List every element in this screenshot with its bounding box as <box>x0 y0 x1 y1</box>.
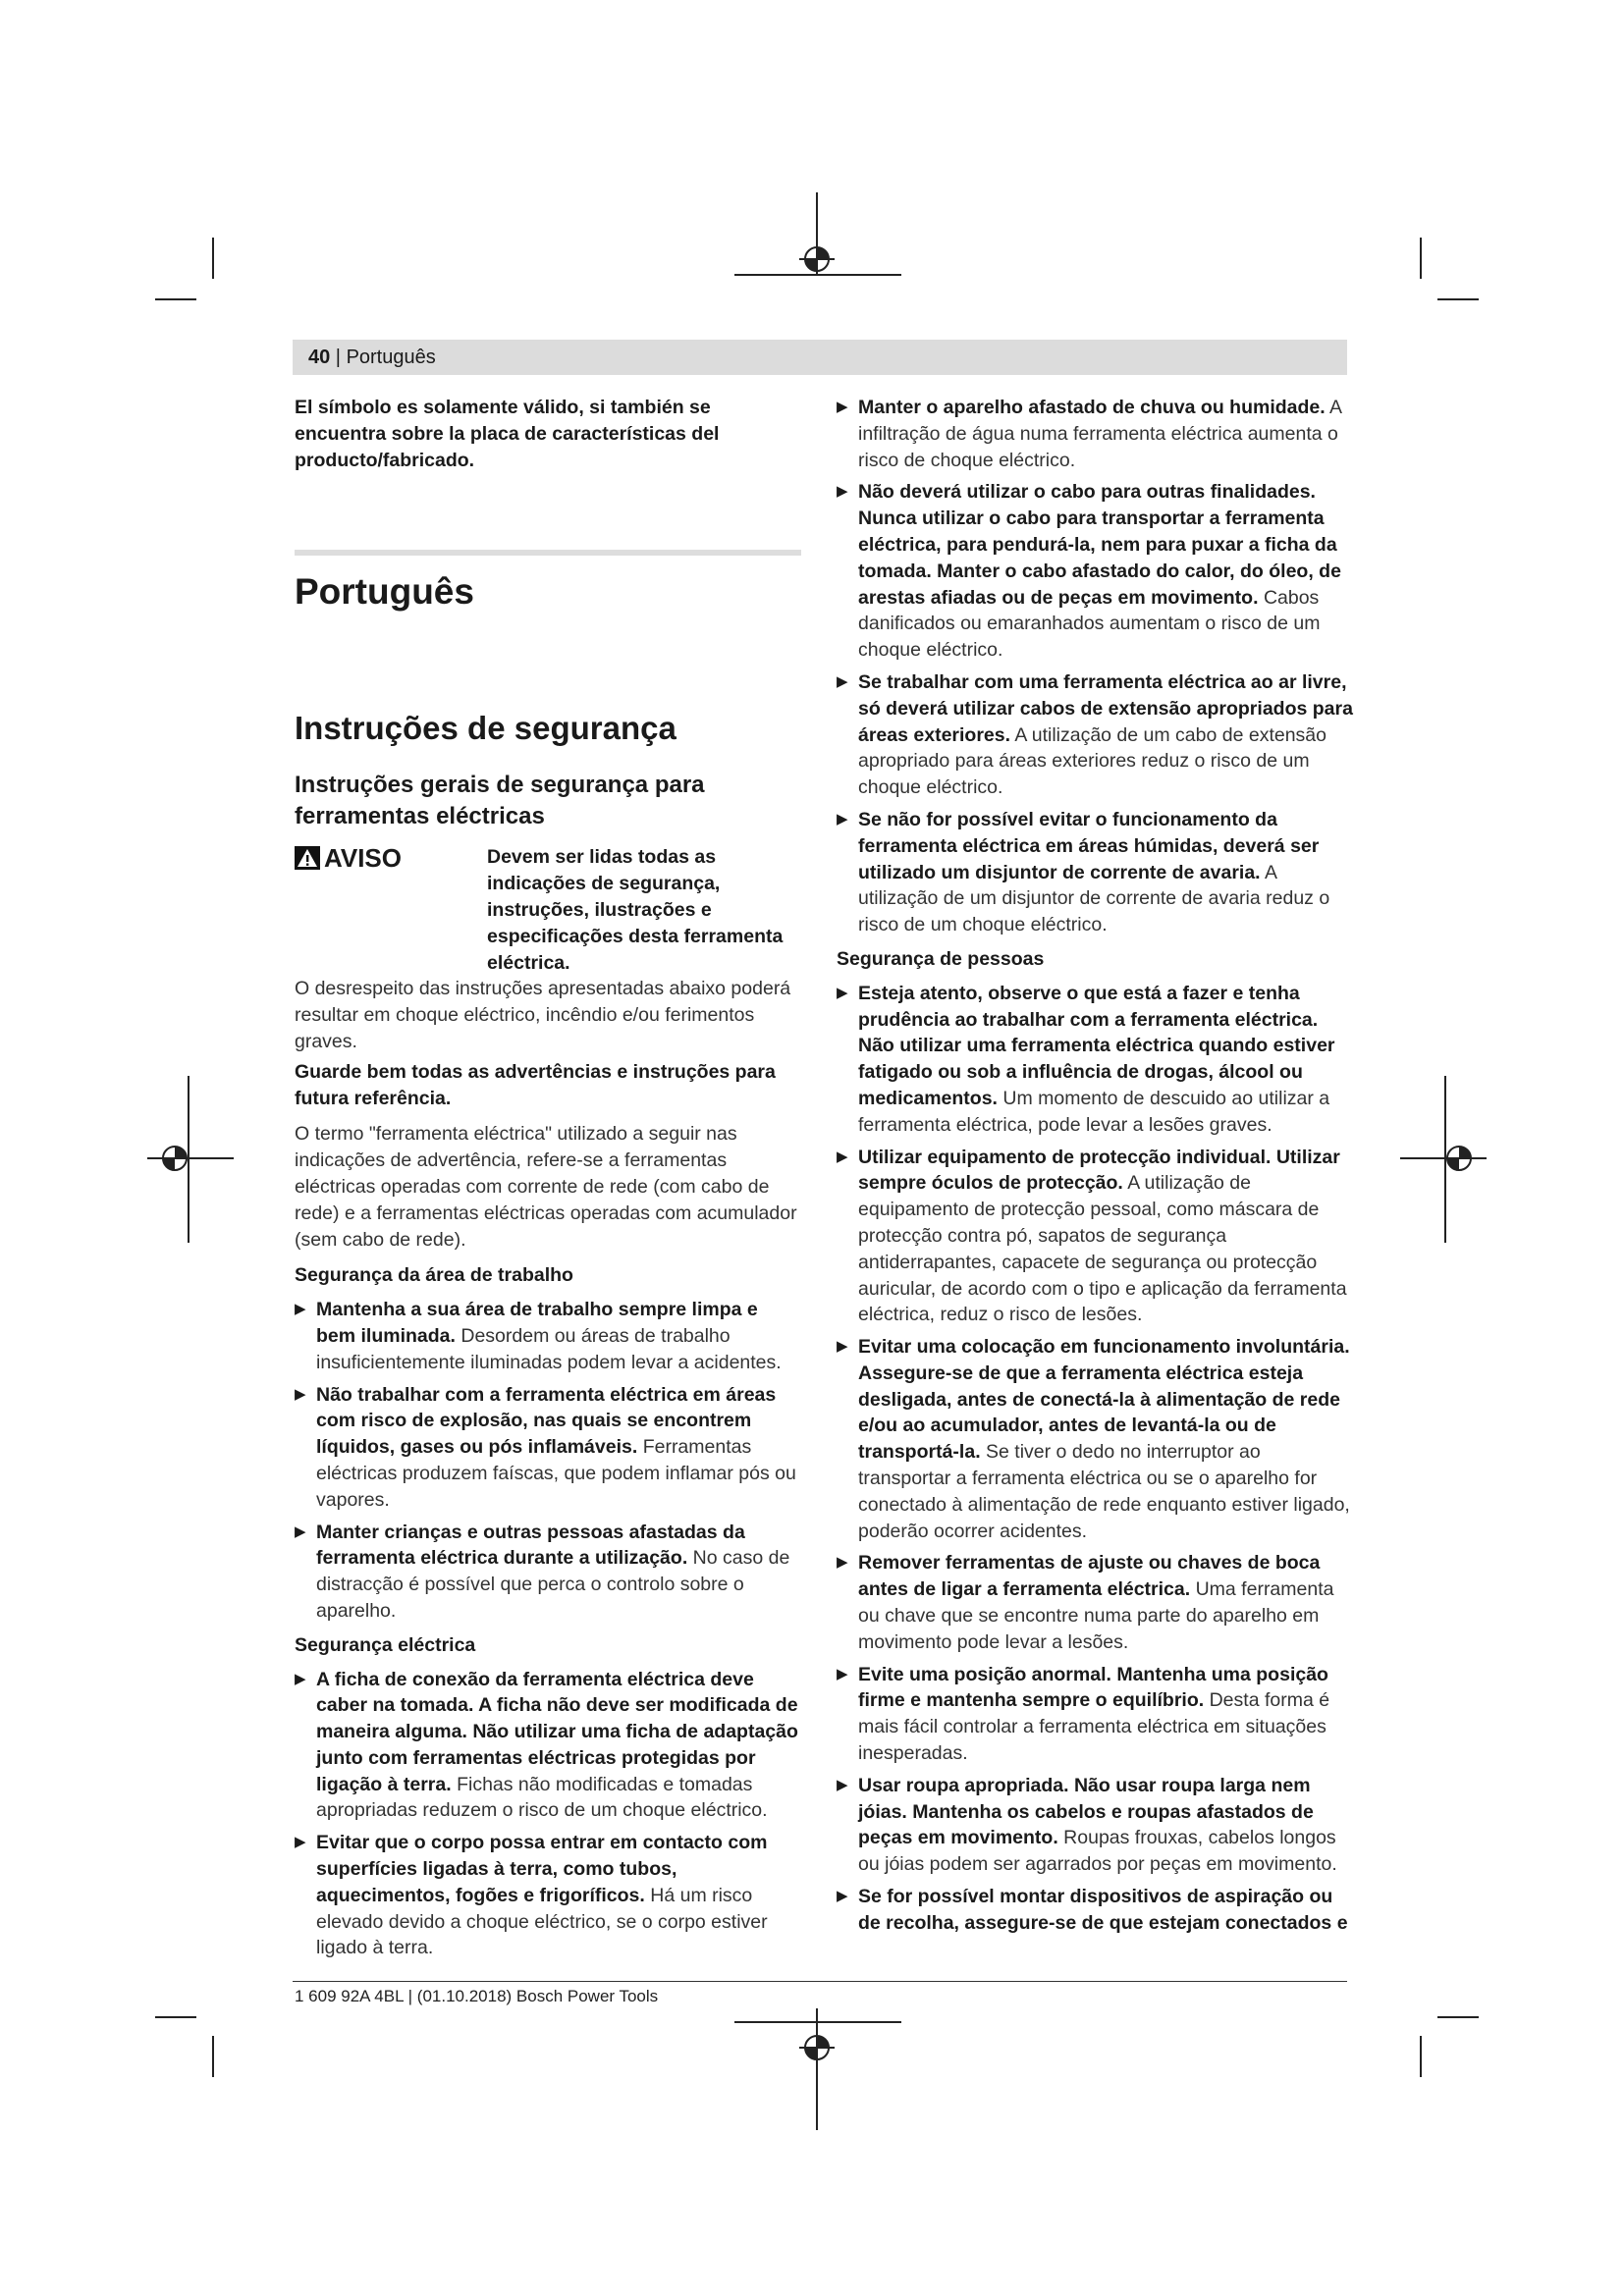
list-item: ▶ Se não for possível evitar o funcionamento da ferramenta eléctrica em áreas húmidas, deverá ser utilizado um disjuntor de corrente de avaria. A utilização de um disjuntor de corrente de avaria reduz o risco de um choque eléctrico. <box>837 808 1330 936</box>
safety-heading: Instruções de segurança <box>295 710 677 747</box>
registration-mark-top-icon <box>734 192 901 281</box>
right-column <box>837 395 1353 1943</box>
bullet-arrow-icon: ▶ <box>837 1665 848 1682</box>
list-item: ▶ Evite uma posição anormal. Mantenha uma posição firme e mantenha sempre o equilíbrio. Desta forma é mais fácil controlar a ferramenta eléctrica em situações inesperadas. <box>837 1663 1330 1765</box>
list-item: ▶ Remover ferramentas de ajuste ou chaves de boca antes de ligar a ferramenta eléctrica. Uma ferramenta ou chave que se encontre numa parte do aparelho em movimento pode levar a lesões. <box>837 1552 1334 1653</box>
list-item: ▶ Se for possível montar dispositivos de aspiração ou de recolha, assegure-se de que estejam conectados e <box>837 1886 1348 1934</box>
list-item: ▶ Evitar que o corpo possa entrar em contacto com superfícies ligadas à terra, como tubos, aquecimentos, fogões e frigoríficos. Há um risco elevado devido a choque eléctrico, se o corpo estiver ligado à terra. <box>295 1832 768 1959</box>
list-item: ▶ Se trabalhar com uma ferramenta eléctrica ao ar livre, só deverá utilizar cabos de extensão apropriados para áreas exteriores. A utilização de um cabo de extensão apropriado para áreas exteriores reduz o risco de um choque eléctrico. <box>837 670 1353 799</box>
bullet-arrow-icon: ▶ <box>837 1148 848 1165</box>
bullet-arrow-icon: ▶ <box>837 810 848 828</box>
crop-mark <box>212 238 214 279</box>
keep-instructions-note: Guarde bem todas as advertências e instruções para futura referência. <box>295 1060 776 1109</box>
electrical-heading: Segurança eléctrica <box>295 1633 476 1656</box>
bullet-arrow-icon: ▶ <box>295 1670 306 1687</box>
bullet-arrow-icon: ▶ <box>837 399 848 415</box>
warning-label: AVISO <box>324 843 402 874</box>
crop-mark <box>1420 238 1422 279</box>
left-column <box>295 395 801 1967</box>
warning-body-text: O desrespeito das instruções apresentadas abaixo poderá resultar em choque eléctrico, incêndio e/ou ferimentos graves. <box>295 978 791 1052</box>
registration-mark-right-icon <box>1398 1076 1487 1243</box>
crop-mark <box>1420 2036 1422 2077</box>
page-number: 40 <box>308 347 331 368</box>
list-item: ▶ A ficha de conexão da ferramenta eléctrica deve caber na tomada. A ficha não deve ser modificada de maneira alguma. Não utilizar uma ficha de adaptação junto com ferramentas eléctricas protegidas por ligação à terra. Fichas não modificadas e tomadas apropriadas reduzem o risco de um choque eléctrico. <box>295 1668 798 1822</box>
registration-mark-left-icon <box>147 1076 236 1243</box>
crop-mark <box>155 2016 196 2018</box>
intro-spanish-note: El símbolo es solamente válido, si también se encuentra sobre la placa de características del producto/fabricado. <box>295 397 720 471</box>
list-item: ▶ Esteja atento, observe o que está a fazer e tenha prudência ao trabalhar com a ferramenta eléctrica. Não utilizar uma ferramenta eléctrica quando estiver fatigado ou sob a influência de drogas, álcool ou medicamentos. Um momento de descuido ao utilizar a ferramenta eléctrica, pode levar a lesões graves. <box>837 982 1335 1136</box>
work-area-heading: Segurança da área de trabalho <box>295 1264 573 1287</box>
bullet-arrow-icon: ▶ <box>837 672 848 690</box>
term-definition-note: O termo "ferramenta eléctrica" utilizado a seguir nas indicações de advertência, refere-se a ferramentas eléctricas operadas com corrente de rede (com cabo de rede) e a ferramentas eléctricas operadas com acumulador (sem cabo de rede). <box>295 1123 797 1251</box>
list-item: ▶ Manter crianças e outras pessoas afastadas da ferramenta eléctrica durante a utilização. No caso de distracção é possível que perca o controlo sobre o aparelho. <box>295 1521 790 1622</box>
work-area-list <box>295 1297 801 1625</box>
warning-triangle-icon <box>295 846 320 870</box>
electrical-list-left <box>295 1667 801 1962</box>
warning-text <box>295 844 801 1054</box>
crop-mark <box>212 2036 214 2077</box>
header-language: Português <box>346 347 436 368</box>
list-item: ▶ Não trabalhar com a ferramenta eléctrica em áreas com risco de explosão, nas quais se encontrem líquidos, gases ou pós inflamáveis. Ferramentas eléctricas produzem faíscas, que podem inflamar pós ou vapores. <box>295 1383 796 1511</box>
bullet-arrow-icon: ▶ <box>837 984 848 1001</box>
bullet-arrow-icon: ▶ <box>837 483 848 501</box>
section-divider <box>295 550 801 556</box>
persons-list <box>837 981 1353 1937</box>
footer-rule <box>293 1981 1347 1982</box>
crop-mark <box>1437 2016 1479 2018</box>
warning-bold-text: Devem ser lidas todas as indicações de segurança, instruções, ilustrações e especificações desta ferramenta eléctrica. <box>487 846 784 974</box>
warning-badge <box>295 844 402 872</box>
persons-heading: Segurança de pessoas <box>837 947 1045 970</box>
electrical-list-right <box>837 395 1353 938</box>
crop-mark <box>155 298 196 300</box>
bullet-arrow-icon: ▶ <box>295 1834 306 1851</box>
crop-mark <box>1437 298 1479 300</box>
bullet-arrow-icon: ▶ <box>837 1888 848 1905</box>
list-item: ▶ Evitar uma colocação em funcionamento involuntária. Assegure-se de que a ferramenta eléctrica esteja desligada, antes de conectá-la à alimentação de rede e/ou ao acumulador, antes de levantá-la ou de transportá-la. Se tiver o dedo no interruptor ao transportar a ferramenta eléctrica ou se o aparelho for conectado à alimentação de rede enquanto estiver ligado, poderão ocorrer acidentes. <box>837 1336 1350 1542</box>
list-item: ▶ Manter o aparelho afastado de chuva ou humidade. A infiltração de água numa ferramenta eléctrica aumenta o risco de choque eléctrico. <box>837 397 1341 471</box>
bullet-arrow-icon: ▶ <box>837 1776 848 1793</box>
page-header: 40 | Português <box>293 340 1347 375</box>
warning-block <box>295 844 801 1054</box>
bullet-arrow-icon: ▶ <box>295 1522 306 1540</box>
list-item: ▶ Usar roupa apropriada. Não usar roupa larga nem jóias. Mantenha os cabelos e roupas afastados de peças em movimento. Roupas frouxas, cabelos longos ou jóias podem ser agarrados por peças em movimento. <box>837 1774 1337 1876</box>
bullet-arrow-icon: ▶ <box>837 1338 848 1356</box>
bullet-arrow-icon: ▶ <box>295 1301 306 1318</box>
registration-mark-bottom-icon <box>734 2008 901 2132</box>
list-item: ▶ Não deverá utilizar o cabo para outras finalidades. Nunca utilizar o cabo para transportar a ferramenta eléctrica, para pendurá-la, nem para puxar a ficha da tomada. Manter o cabo afastado do calor, do óleo, de arestas afiadas ou de peças em movimento. Cabos danificados ou emaranhados aumentam o risco de um choque eléctrico. <box>837 481 1341 662</box>
general-safety-heading: Instruções gerais de segurança para ferramentas eléctricas <box>295 772 705 830</box>
bullet-arrow-icon: ▶ <box>295 1385 306 1403</box>
language-title: Português <box>295 571 474 613</box>
list-item: ▶ Mantenha a sua área de trabalho sempre limpa e bem iluminada. Desordem ou áreas de trabalho insuficientemente iluminadas podem levar a acidentes. <box>295 1299 782 1373</box>
page-footer: 1 609 92A 4BL | (01.10.2018) Bosch Power Tools <box>295 1987 659 2005</box>
bullet-arrow-icon: ▶ <box>837 1554 848 1572</box>
list-item: ▶ Utilizar equipamento de protecção individual. Utilizar sempre óculos de protecção. A utilização de equipamento de protecção pessoal, como máscara de protecção contra pó, sapatos de segurança antiderrapantes, capacete de segurança ou protecção auricular, de acordo com o tipo e aplicação da ferramenta eléctrica, reduz o risco de lesões. <box>837 1146 1347 1326</box>
